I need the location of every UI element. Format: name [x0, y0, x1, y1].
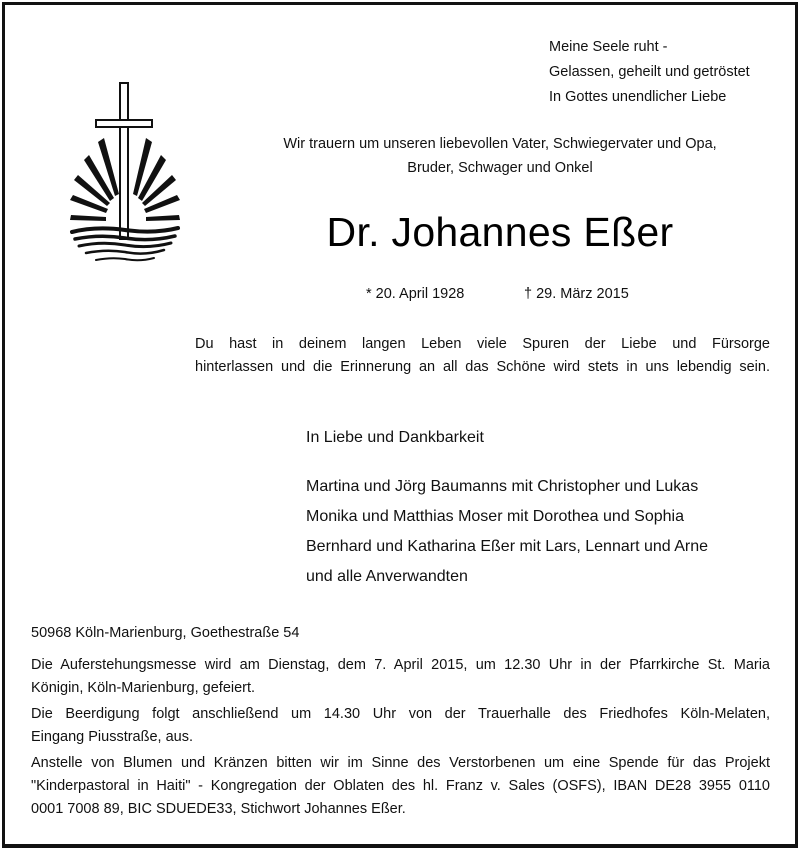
birth-date: * 20. April 1928: [366, 286, 465, 302]
notice-line: Eingang Piusstraße, aus.: [31, 729, 194, 745]
memorial-verse: [195, 333, 770, 379]
thanks-line: In Liebe und Dankbarkeit: [306, 429, 484, 446]
family-line: Bernhard und Katharina Eßer mit Lars, Lennart und Arne: [306, 538, 709, 555]
mass-notice: [31, 654, 770, 700]
motto-line: Meine Seele ruht -: [549, 39, 668, 55]
intro-line: Bruder, Schwager und Onkel: [407, 160, 593, 176]
motto-line: Gelassen, geheilt und getröstet: [549, 64, 750, 80]
mourners-signature: [306, 426, 708, 592]
motto-verse: [549, 35, 750, 110]
intro-text: [200, 132, 800, 180]
notice-line: Königin, Köln-Marienburg, gefeiert.: [31, 680, 256, 696]
verse-line: hinterlassen und die Erinnerung an all das Schöne wird stets in uns lebendig sein.: [195, 359, 770, 375]
family-line: Martina und Jörg Baumanns mit Christopher und Lukas: [306, 478, 699, 495]
family-line: Monika und Matthias Moser mit Dorothea und Sophia: [306, 508, 684, 525]
family-line: und alle Anverwandten: [306, 568, 468, 585]
notice-line: Anstelle von Blumen und Kränzen bitten wir im Sinne des Verstorbenen um eine Spende für das Projekt: [31, 755, 770, 771]
deceased-name: Dr. Johannes Eßer: [326, 209, 674, 255]
notice-line: Die Auferstehungsmesse wird am Dienstag, dem 7. April 2015, um 12.30 Uhr in der Pfarrkirche St. Maria: [31, 657, 770, 673]
funeral-notices: [31, 654, 770, 824]
family-list: [306, 472, 708, 592]
motto-line: In Gottes unendlicher Liebe: [549, 89, 727, 105]
notice-line: 0001 7008 89, BIC SDUEDE33, Stichwort Johannes Eßer.: [31, 801, 406, 817]
intro-line: Wir trauern um unseren liebevollen Vater, Schwiegervater und Opa,: [283, 136, 717, 152]
death-date: † 29. März 2015: [524, 286, 629, 302]
burial-notice: [31, 703, 770, 749]
verse-line: Du hast in deinem langen Leben viele Spuren der Liebe und Fürsorge: [195, 336, 770, 352]
donation-notice: [31, 752, 770, 821]
notice-line: "Kinderpastoral in Haiti" - Kongregation der Oblaten des hl. Franz v. Sales (OSFS), IBAN DE28 3955 0110: [31, 778, 770, 794]
notice-line: Die Beerdigung folgt anschließend um 14.30 Uhr von der Trauerhalle des Friedhofes Köln-Melaten,: [31, 706, 770, 722]
mourning-address: 50968 Köln-Marienburg, Goethestraße 54: [31, 625, 300, 641]
